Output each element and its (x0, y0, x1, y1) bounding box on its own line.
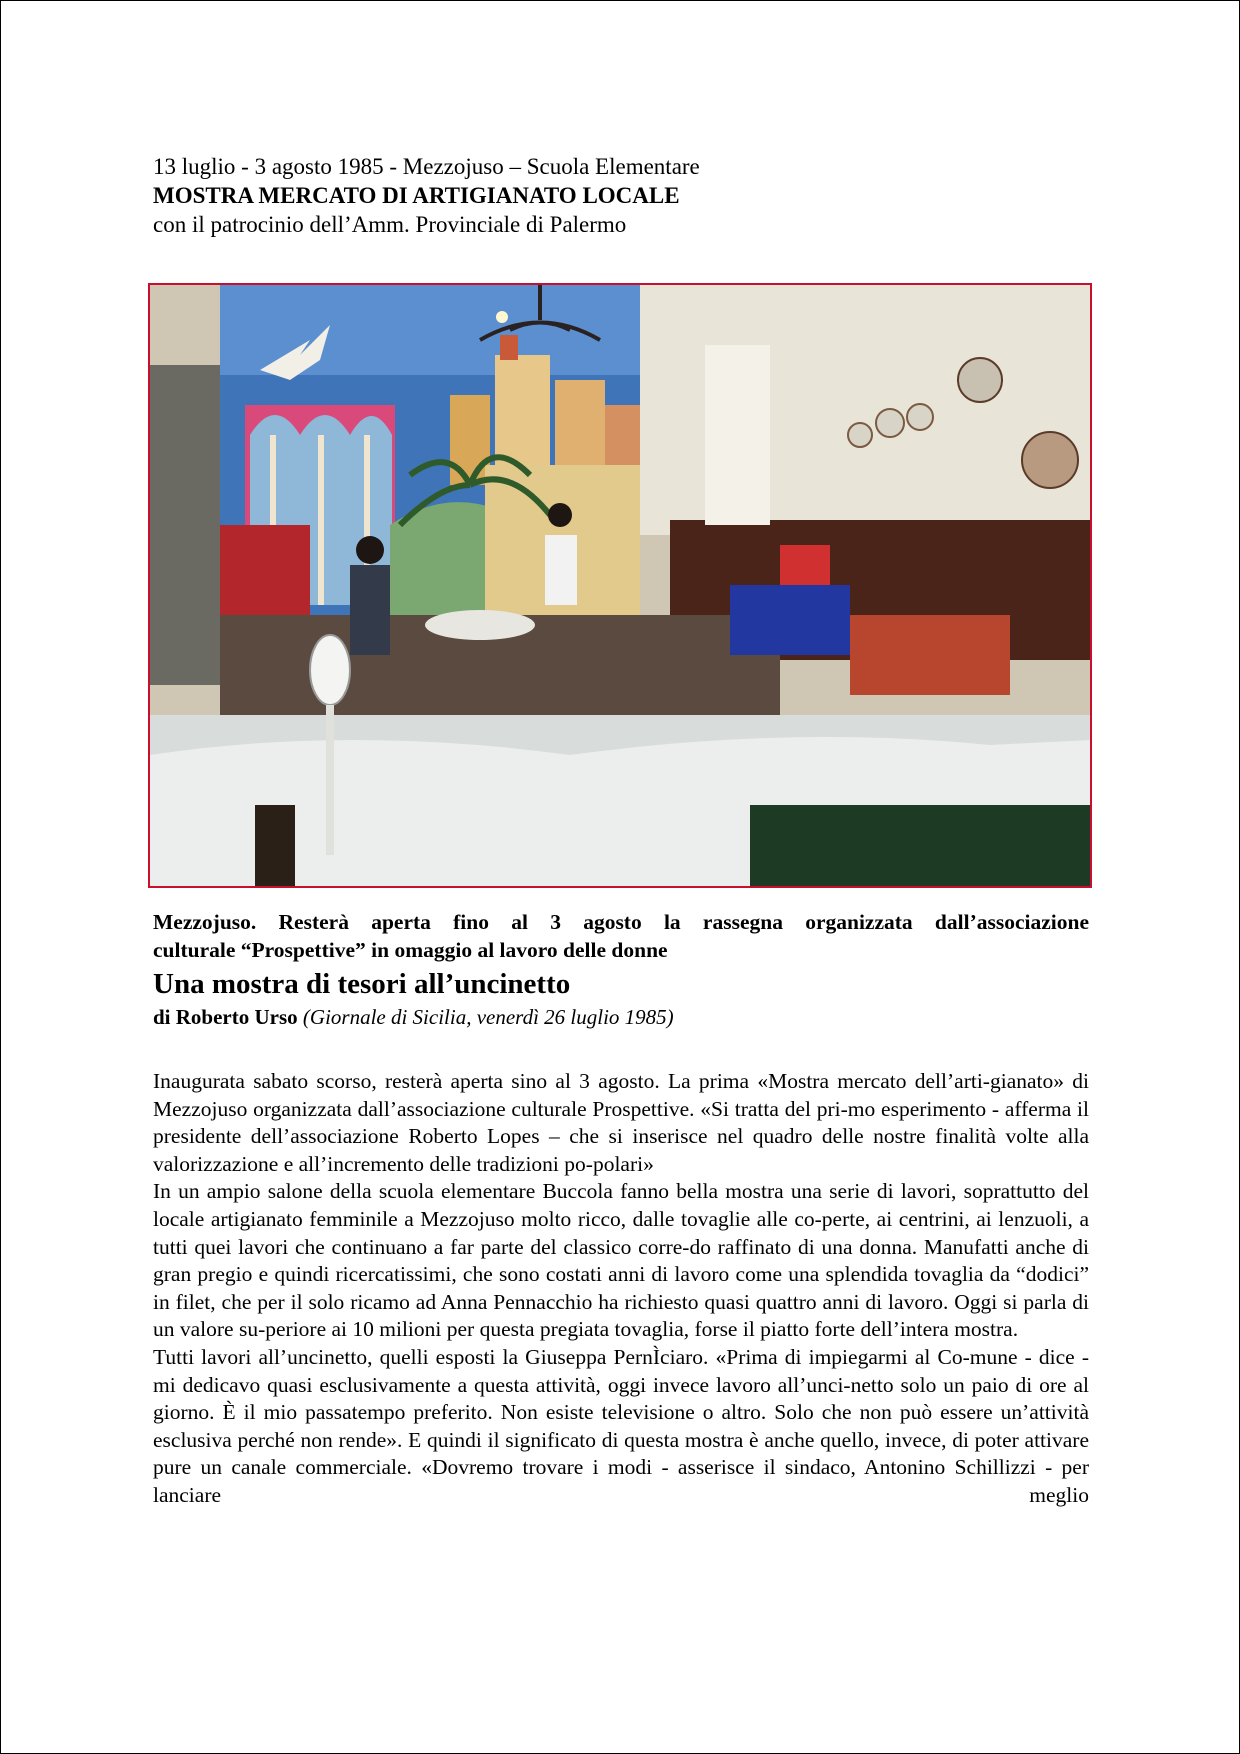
exhibition-photo (148, 283, 1092, 888)
byline-source: (Giornale di Sicilia, venerdì 26 luglio 1985) (302, 1005, 674, 1029)
exhibition-hall-photo (150, 285, 1090, 886)
article-caption (153, 908, 1089, 1031)
article-body (153, 1068, 1089, 1510)
kicker-line-2: culturale “Prospettive” in omaggio al lavoro delle donne (153, 938, 668, 962)
page-header (153, 152, 1113, 239)
byline-author: di Roberto Urso (153, 1005, 298, 1029)
article-paragraph: In un ampio salone della scuola elementare Buccola fanno bella mostra una serie di lavori, soprattutto del locale artigianato femminile a Mezzojuso molto ricco, dalle tovaglie alle co-perte, ai centrini, ai lenzuoli, a tutti quei lavori che continuano a far parte del classico corre-do raffinato di una donna. Manufatti anche di gran pregio e quindi ricercatissimi, che sono costati anni di lavoro come una splendida tovaglia da “dodici” in filet, che per il solo ricamo ad Anna Pennacchio ha richiesto quasi quattro anni di lavoro. Oggi si parla di un valore su-periore ai 10 milioni per questa pregiata tovaglia, forse il piatto forte dell’intera mostra. (153, 1179, 1089, 1342)
article-byline (153, 1003, 1089, 1031)
article-title: Una mostra di tesori all’uncinetto (153, 968, 571, 1000)
article-paragraph: Inaugurata sabato scorso, resterà aperta sino al 3 agosto. La prima «Mostra mercato dell’arti-gianato» di Mezzojuso organizzata dall’associazione culturale Prospettive. «Si tratta del pri-mo esperimento - afferma il presidente dell’associazione Roberto Lopes – che si inserisce nel quadro delle nostre finalità volte alla valorizzazione e all’incremento delle tradizioni po-polari» (153, 1069, 1089, 1176)
article-paragraph: Tutti lavori all’uncinetto, quelli esposti la Giuseppa PernÌciaro. «Prima di impiegarmi al Co-mune - dice - mi dedicavo quasi esclusivamente a questa attività, oggi invece lavoro all’unci-netto solo un paio di ore al giorno. È il mio passatempo preferito. Non esiste televisione o altro. Solo che non può essere un’attività esclusiva perché non rende». E quindi il significato di questa mostra è anche quello, invece, di poter attivare pure un canale commerciale. «Dovremo trovare i modi - asserisce il sindaco, Antonino Schillizzi - per lanciare meglio (153, 1344, 1089, 1507)
event-patronage: con il patrocinio dell’Amm. Provinciale di Palermo (153, 212, 627, 237)
kicker-line-1: Mezzojuso. Resterà aperta fino al 3 agosto la rassegna organizzata dall’associazione (153, 910, 1089, 934)
event-dates-place: 13 luglio - 3 agosto 1985 - Mezzojuso – Scuola Elementare (153, 154, 700, 179)
event-title: MOSTRA MERCATO DI ARTIGIANATO LOCALE (153, 183, 680, 208)
